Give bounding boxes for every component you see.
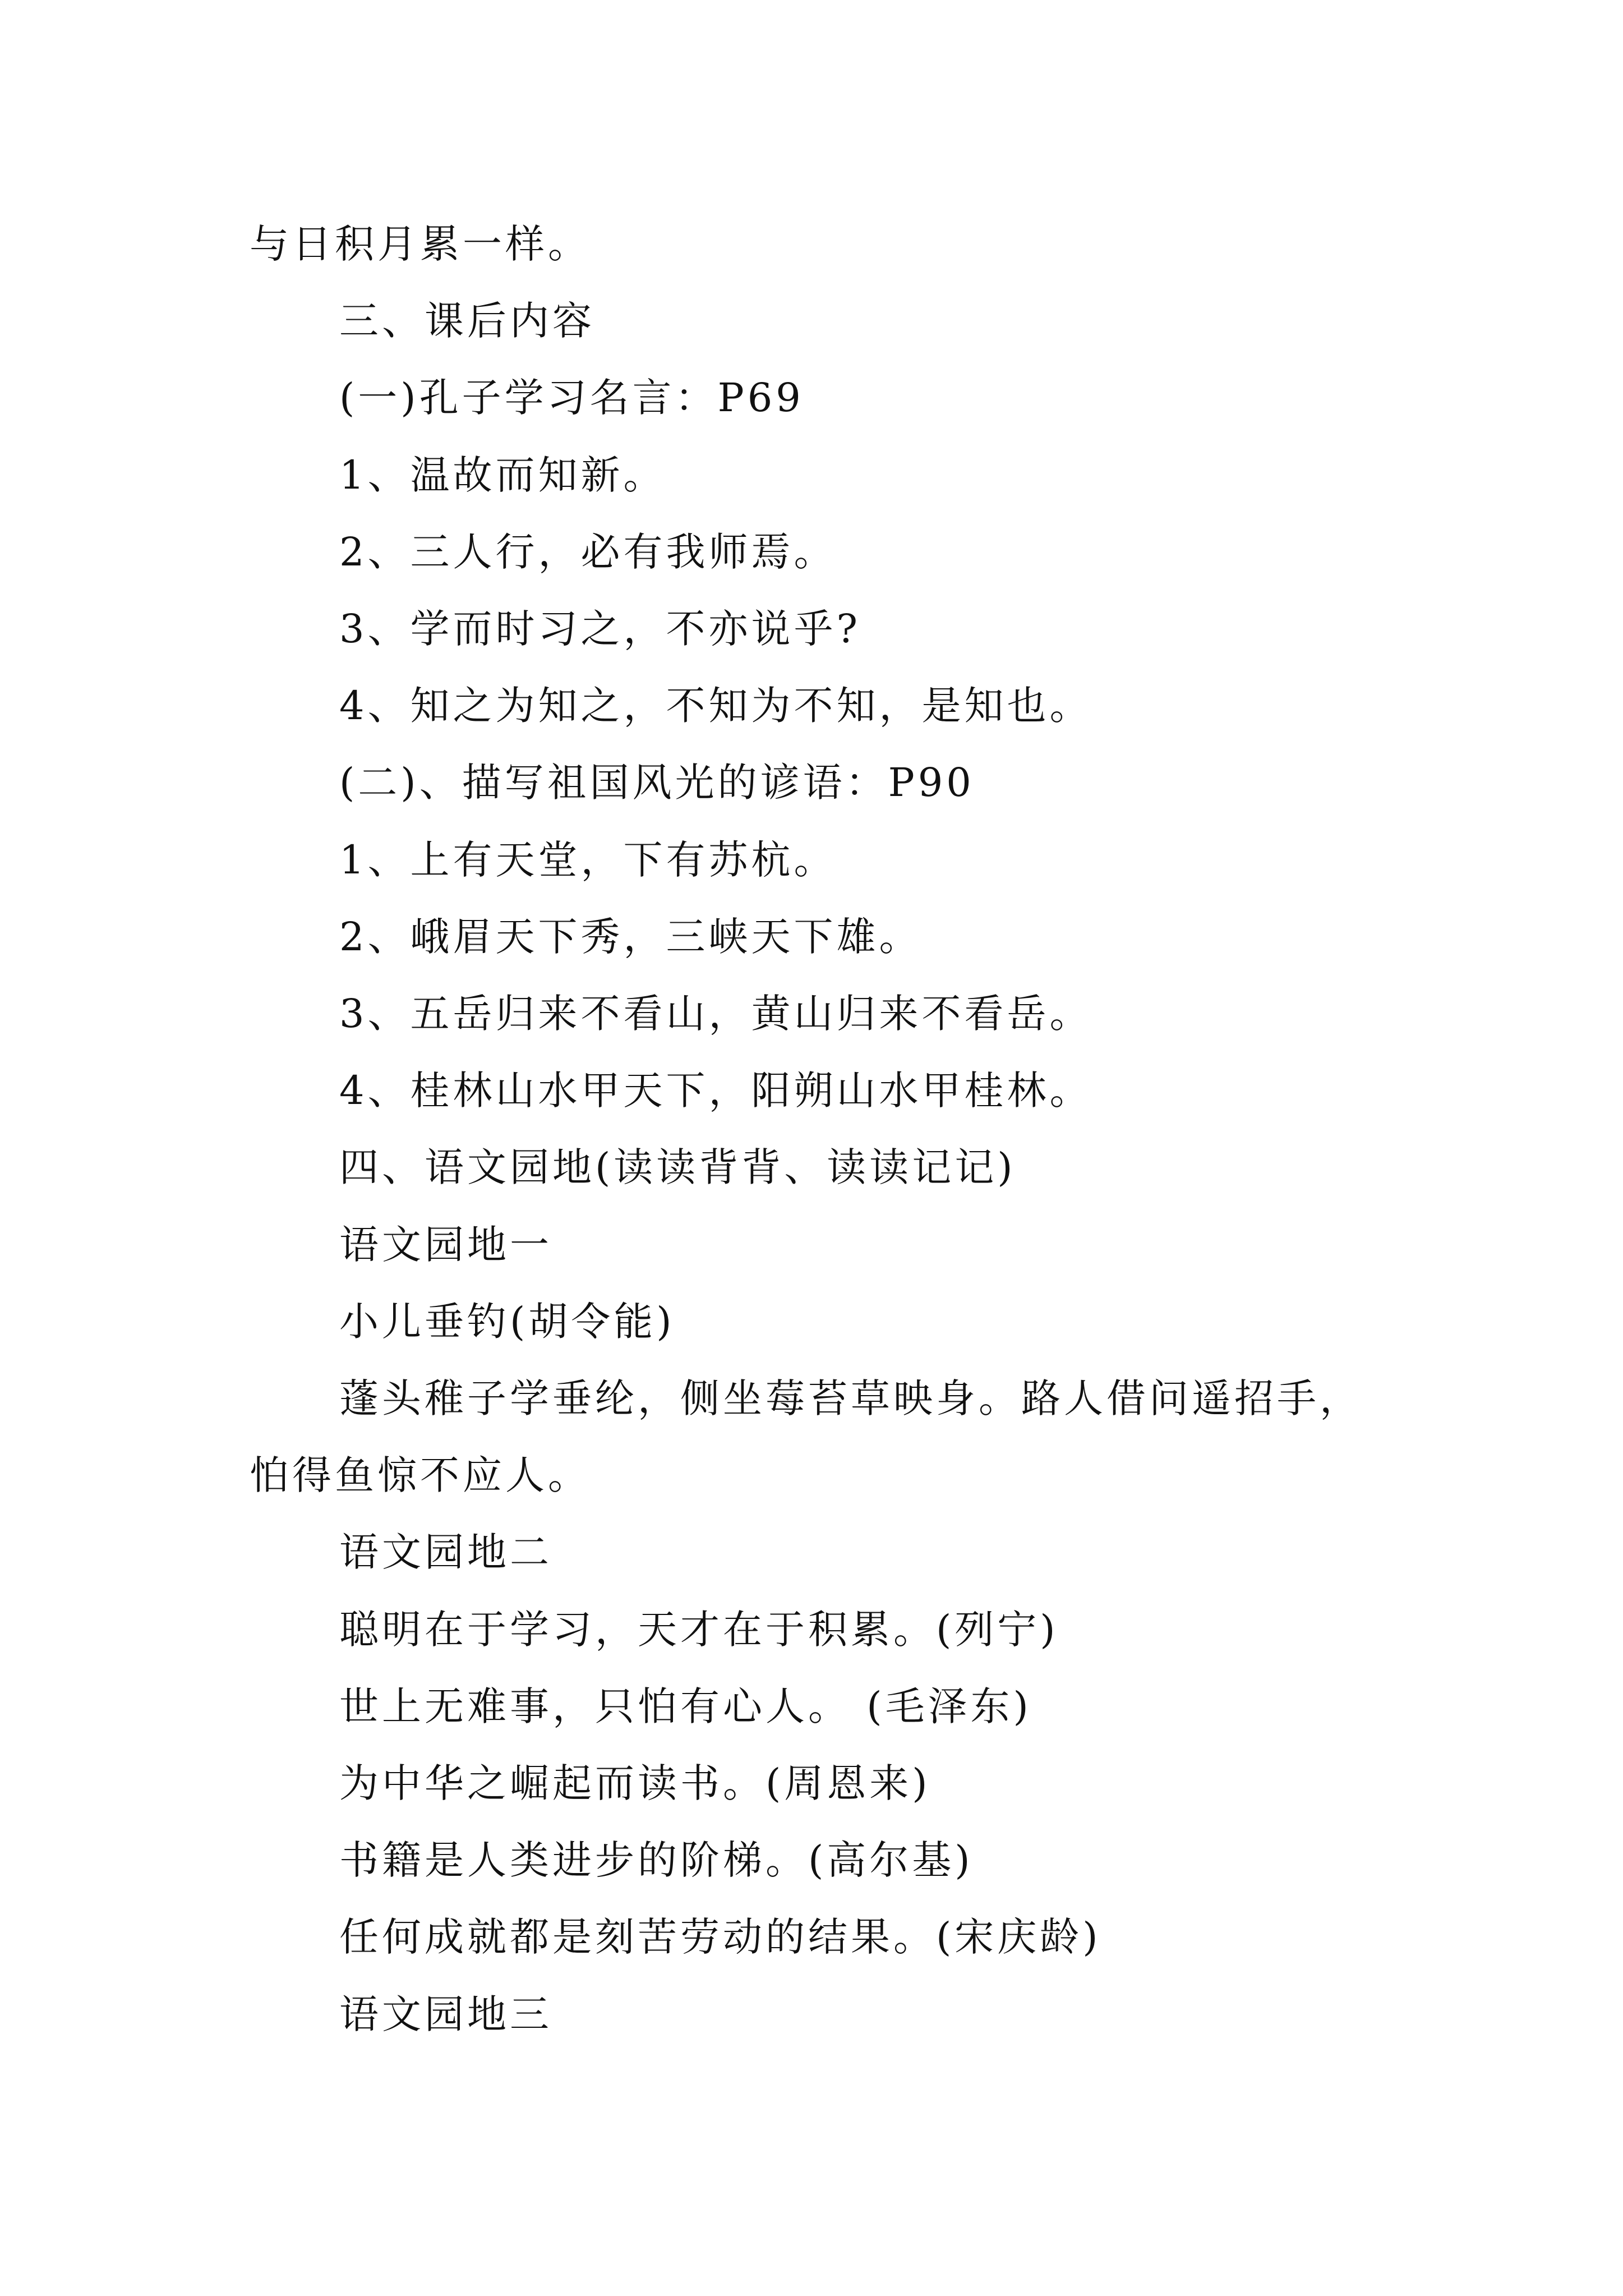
list-item: 1、温故而知新。 [339, 452, 666, 498]
text-line: 与日积月累一样。 [250, 221, 591, 267]
subsection-heading: (二)、描写祖国风光的谚语：P90 [339, 760, 975, 806]
list-item: 4、知之为知之，不知为不知，是知也。 [339, 683, 1092, 729]
list-item: 4、桂林山水甲天下，阳朔山水甲桂林。 [339, 1068, 1092, 1114]
quote-line: 书籍是人类进步的阶梯。(高尔基) [339, 1837, 974, 1883]
list-item: 3、五岳归来不看山，黄山归来不看岳。 [339, 991, 1092, 1037]
poem-line: 怕得鱼惊不应人。 [250, 1452, 591, 1498]
quote-line: 聪明在于学习，天才在于积累。(列宁) [339, 1607, 1059, 1653]
poem-title: 小儿垂钓(胡令能) [339, 1299, 675, 1345]
section-heading: 三、课后内容 [339, 298, 595, 344]
list-item: 1、上有天堂，下有苏杭。 [339, 837, 837, 883]
list-item: 2、三人行，必有我师焉。 [339, 529, 837, 575]
subsection-heading: 语文园地三 [339, 1991, 552, 2037]
quote-line: 任何成就都是刻苦劳动的结果。(宋庆龄) [339, 1914, 1101, 1960]
subsection-heading: (一)孔子学习名言：P69 [339, 375, 804, 421]
subsection-heading: 语文园地一 [339, 1222, 552, 1268]
list-item: 2、峨眉天下秀，三峡天下雄。 [339, 914, 922, 960]
quote-line: 为中华之崛起而读书。(周恩来) [339, 1760, 931, 1806]
poem-line: 蓬头稚子学垂纶，侧坐莓苔草映身。路人借问遥招手， [339, 1375, 1362, 1421]
quote-line: 世上无难事，只怕有心人。 (毛泽东) [339, 1683, 1032, 1729]
subsection-heading: 语文园地二 [339, 1529, 552, 1575]
list-item: 3、学而时习之，不亦说乎? [339, 606, 861, 652]
section-heading: 四、语文园地(读读背背、读读记记) [339, 1144, 1016, 1190]
